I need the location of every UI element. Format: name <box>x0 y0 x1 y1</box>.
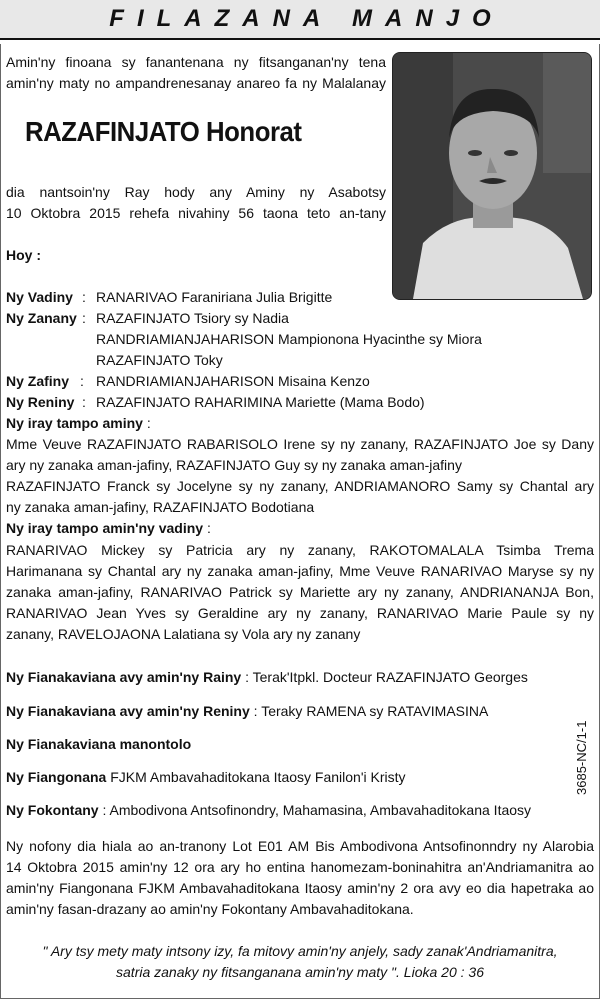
tampo-aminy-line-2: ary ny zanaka aman-jafiny, RAZAFINJATO Guy sy ny zanaka aman-jafiny <box>6 457 462 473</box>
fianakaviana-manontolo <box>6 734 191 755</box>
zafiny-sep: : <box>80 373 84 389</box>
reniny-label <box>6 392 74 413</box>
zanany-sep: : <box>82 310 86 326</box>
zafiny-label <box>6 371 69 392</box>
intro-line-2: amin'ny maty no ampandrenesanay anareo fa ny Malalanay <box>6 75 386 91</box>
fokontany <box>6 800 531 821</box>
deceased-name: RAZAFINJATO Honorat <box>25 116 302 147</box>
zafiny-label-text: Ny Zafiny <box>6 373 70 389</box>
tampo-vadiny-line-4: RANARIVAO Jean Yves sy Geraldine ary ny zanany, RANARIVAO Marie Paule sy ny <box>6 605 594 621</box>
zanany-label <box>6 308 77 329</box>
portrait-photo <box>392 52 592 300</box>
vadiny-sep: : <box>82 289 86 305</box>
burial-line-1: Ny nofony dia hiala ao an-tranony Lot E01 AM Bis Ambodivona Antsofinonndry ny Alarobia <box>6 838 594 854</box>
fianakaviana-manontolo-label: Ny Fianakaviana manontolo <box>6 736 192 752</box>
fianakaviana-rainy-value: : Terak'Itpkl. Docteur RAZAFINJATO Georges <box>245 669 528 685</box>
burial-line-4: amin'ny fasan-drazany ao amin'ny Fokontany Ambavahaditokana. <box>6 901 414 917</box>
tampo-aminy-line-3: RAZAFINJATO Franck sy Jocelyne sy ny zanany, ANDRIAMANORO Samy sy Chantal ary <box>6 478 594 494</box>
tampo-vadiny-line-2: Harimanana sy Chantal ary ny zanaka aman-jafiny, Mme Veuve RANARIVAO Maryse sy ny <box>6 563 594 579</box>
fiangonana <box>6 767 406 788</box>
zafiny-value: RANDRIAMIANJAHARISON Misaina Kenzo <box>96 373 370 389</box>
tampo-vadiny-line-1: RANARIVAO Mickey sy Patricia ary ny zanany, RAKOTOMALALA Tsimba Trema <box>6 542 594 558</box>
zanany-value-2: RANDRIAMIANJAHARISON Mampionona Hyacinthe sy Miora <box>96 331 482 347</box>
tampo-vadiny-heading <box>6 518 211 539</box>
tampo-vadiny-line-5: zanany, RAVELOJAONA Lalatiana sy Vola ary ny zanany <box>6 626 361 642</box>
fiangonana-value: FJKM Ambavahaditokana Itaosy Fanilon'i Kristy <box>110 769 406 785</box>
portrait-photo-icon <box>393 53 591 299</box>
bible-quote <box>10 941 590 983</box>
burial-line-3: amin'ny Fiangonana FJKM Ambavahaditokana Itaosy amin'ny 2 ora avy eo dia hapetraka ao <box>6 880 594 896</box>
tampo-aminy-sep: : <box>146 415 151 431</box>
fianakaviana-reniny <box>6 701 488 722</box>
fianakaviana-rainy <box>6 667 528 688</box>
fianakaviana-reniny-value: : Teraky RAMENA sy RATAVIMASINA <box>253 703 489 719</box>
family-intro: Hoy : <box>6 247 41 263</box>
reniny-sep: : <box>82 394 86 410</box>
tampo-vadiny-line-3: zanaka aman-jafiny, RANARIVAO Patrick sy Mariette ary ny zanany, ANDRIANANJA Bon, <box>6 584 594 600</box>
fokontany-value: : Ambodivona Antsofinondry, Mahamasina, Ambavahaditokana Itaosy <box>102 802 532 818</box>
death-line-1: dia nantsoin'ny Ray hody any Aminy ny Asabotsy <box>6 184 386 200</box>
fianakaviana-reniny-label: Ny Fianakaviana avy amin'ny Reniny <box>6 703 250 719</box>
tampo-aminy-line-1: Mme Veuve RAZAFINJATO RABARISOLO Irene sy ny zanany, RAZAFINJATO Joe sy Dany <box>6 436 594 452</box>
zanany-label-text: Ny Zanany <box>6 310 77 326</box>
zanany-value-3: RAZAFINJATO Toky <box>96 352 223 368</box>
burial-line-2: 14 Oktobra 2015 amin'ny 12 ora ary ho entina hanomezam-boninahitra an'Andriamanitra ao <box>6 859 594 875</box>
zanany-value-1: RAZAFINJATO Tsiory sy Nadia <box>96 310 289 326</box>
tampo-aminy-heading <box>6 413 151 434</box>
tampo-vadiny-label: Ny iray tampo amin'ny vadiny <box>6 520 204 536</box>
reniny-label-text: Ny Reniny <box>6 394 75 410</box>
quote-line-2: satria zanaky ny fitsanganana amin'ny maty ". Lioka 20 : 36 <box>116 964 484 980</box>
quote-line-1: " Ary tsy mety maty intsony izy, fa mitovy amin'ny anjely, sady zanak'Andriamanitra, <box>42 943 558 959</box>
notice-title: FILAZANA MANJO <box>109 5 504 32</box>
fokontany-label: Ny Fokontany <box>6 802 99 818</box>
vadiny-value: RANARIVAO Faraniriana Julia Brigitte <box>96 289 333 305</box>
intro-line-1: Amin'ny finoana sy fanantenana ny fitsanganan'ny tena <box>6 54 386 70</box>
tampo-aminy-line-4: ny zanaka aman-jafiny, RAZAFINJATO Bodotiana <box>6 499 315 515</box>
reference-code: 3685-NC/1-1 <box>574 720 589 795</box>
fianakaviana-rainy-label: Ny Fianakaviana avy amin'ny Rainy <box>6 669 242 685</box>
notice-header <box>0 0 600 40</box>
vadiny-label: Ny Vadiny <box>6 289 73 305</box>
tampo-vadiny-sep: : <box>206 520 211 536</box>
death-line-2: 10 Oktobra 2015 rehefa nivahiny 56 taona teto an-tany <box>6 205 386 221</box>
fiangonana-label: Ny Fiangonana <box>6 769 107 785</box>
tampo-aminy-label: Ny iray tampo aminy <box>6 415 143 431</box>
reniny-value: RAZAFINJATO RAHARIMINA Mariette (Mama Bodo) <box>96 394 425 410</box>
vadiny-row <box>6 287 73 308</box>
